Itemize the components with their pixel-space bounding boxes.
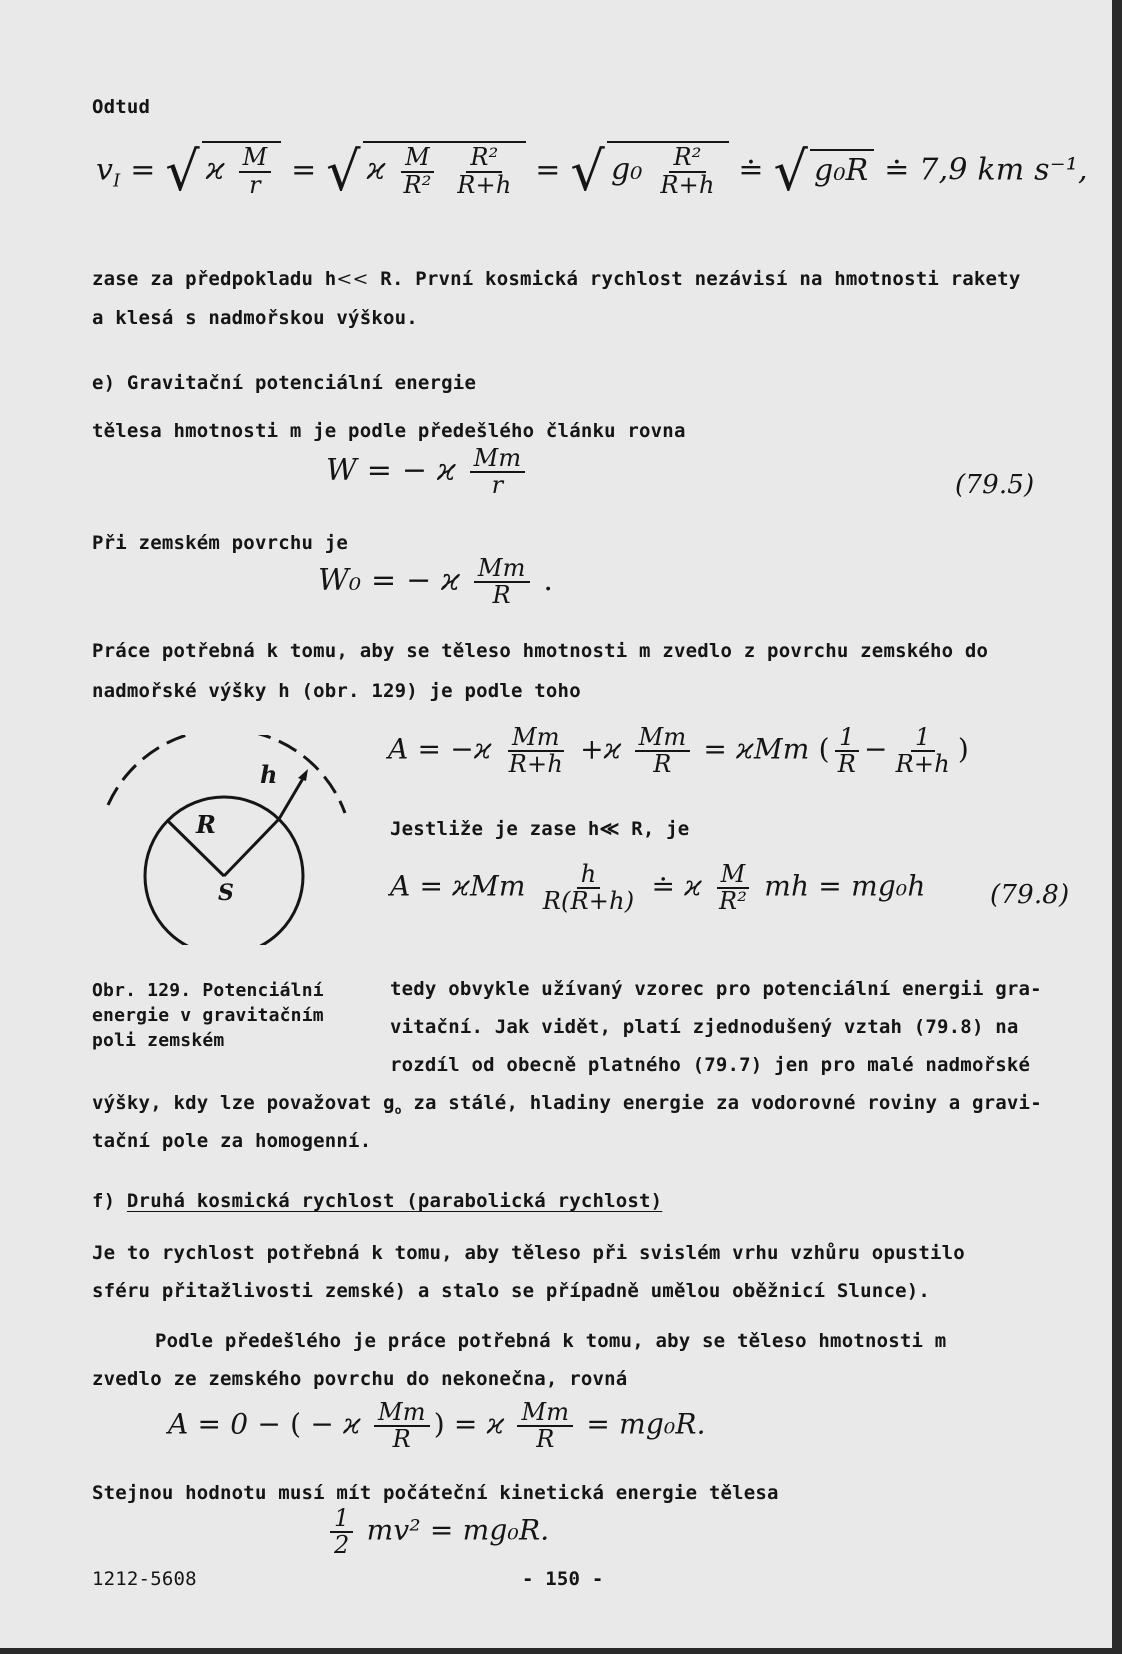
equation-79-8: A = ϰMm $\frac{h}{R(R+h)}$ ≐ ϰ $\frac{M}{\text{R²}}$ mh = mg₀h xyxy=(390,860,926,916)
eq-one-2: 1 xyxy=(911,725,934,752)
eq-R-4: R xyxy=(392,1425,411,1454)
eq-zero: 0 xyxy=(230,1407,249,1441)
eq-kappa-5: ϰ xyxy=(473,732,492,766)
eq-vresult: 7,9 km s⁻¹, xyxy=(919,152,1088,188)
eq-kappa-7: ϰ xyxy=(736,732,754,766)
eq-Rph: R+h xyxy=(457,170,512,199)
text-line-7: Jestliže je zase h≪ R, je xyxy=(390,818,690,840)
eq-R2: R² xyxy=(403,170,432,199)
eq-Mm: Mm xyxy=(470,446,526,473)
text-line-4: Při zemském povrchu je xyxy=(92,532,349,554)
eq-v1: v xyxy=(96,152,114,188)
height-line xyxy=(279,775,305,819)
eq-Mm-8: Mm xyxy=(517,1400,573,1427)
text-odtud: Odtud xyxy=(92,96,151,118)
eq-kappa-9: ϰ xyxy=(684,869,702,903)
eq-M-2: M xyxy=(401,145,434,172)
eq-Mm-6: Mm xyxy=(469,869,526,903)
eq-kappa-11: ϰ xyxy=(486,1407,505,1441)
eq-kappa-3: ϰ xyxy=(436,453,456,489)
eq-mg0R: mg₀R. xyxy=(619,1407,706,1441)
eq-mv2: mv² xyxy=(366,1513,421,1547)
eq-half-den: 2 xyxy=(334,1531,350,1560)
eq-R-5: R xyxy=(536,1425,555,1454)
eq-r-2: r xyxy=(491,471,504,500)
outer-dashed-arc xyxy=(108,735,345,813)
equation-number-79-5: (79.5) xyxy=(955,470,1035,500)
figure-caption: Obr. 129. Potenciální energie v gravitačním poli zemském xyxy=(92,980,324,1051)
equation-first-cosmic-velocity: $v_I$ = √ ϰ $\frac{M}{r}$ = √ ϰ $\frac{M}{\text{R²}}$ $\frac{\text{R²}}{R+h}$ = √ g₀ $\frac{\text{R²}}{R+h}$ ≐ √ g₀R ≐ 7,9 km s⁻¹, xyxy=(96,140,1088,203)
eq-kappa-4: ϰ xyxy=(441,563,461,599)
eq-mg0R-2: mg₀R. xyxy=(462,1513,550,1547)
section-f-prefix: f) xyxy=(92,1190,127,1212)
figure-129 xyxy=(100,735,360,945)
sqrt-icon: √ xyxy=(165,140,200,203)
eq-mh: mh xyxy=(764,869,810,903)
text-line-6: nadmořské výšky h (obr. 129) je podle toho xyxy=(92,680,581,702)
text-f-2: sféru přitažlivosti zemské) a stalo se případně umělou oběžnicí Slunce). xyxy=(92,1280,931,1302)
section-f-heading xyxy=(92,1190,662,1212)
figure-label-R: R xyxy=(196,810,217,839)
text-line-1b: R. První kosmická rychlost nezávisí na hmotnosti rakety xyxy=(368,268,1021,290)
eq-A-3: A xyxy=(168,1407,189,1441)
eq-v1-sub: I xyxy=(113,170,121,192)
text-line-1a: zase za předpokladu h xyxy=(92,268,337,290)
equation-number-79-8: (79.8) xyxy=(990,880,1070,910)
eq-M-3: M xyxy=(717,862,750,889)
eq-kappa-10: ϰ xyxy=(343,1407,361,1441)
eq-W: W xyxy=(326,453,358,489)
eq-kappa-6: ϰ xyxy=(603,732,622,766)
eq-Mm-4: Mm xyxy=(635,725,691,752)
arrow-head-icon xyxy=(298,769,308,781)
eq-Rph-3: R+h xyxy=(508,750,563,779)
eq-R-3: R xyxy=(837,750,856,779)
sqrt-icon: √ xyxy=(326,140,361,203)
eq-Mm-7: Mm xyxy=(374,1400,430,1427)
text-para-1: tedy obvykle užívaný vzorec pro potenciální energii gra- xyxy=(390,978,1042,1000)
text-para-3: rozdíl od obecně platného (79.7) jen pro malé nadmořské xyxy=(390,1054,1031,1076)
eq-kappa: ϰ xyxy=(205,152,225,188)
text-line-3: tělesa hmotnosti m je podle předešlého článku rovna xyxy=(92,420,686,442)
eq-R-2: R xyxy=(653,750,672,779)
sqrt-icon: √ xyxy=(570,140,605,203)
section-e-heading: e) Gravitační potenciální energie xyxy=(92,372,477,394)
text-f-4: zvedlo ze zemského povrchu do nekonečna, rovná xyxy=(92,1368,628,1390)
sqrt-icon: √ xyxy=(773,140,809,203)
text-much-less: << xyxy=(336,268,369,290)
text-para-4-sub: o xyxy=(394,1102,402,1117)
eq-A-2: A xyxy=(390,869,411,903)
equation-w0: W₀ = − ϰ $\frac{Mm}{R}$ . xyxy=(318,554,554,610)
eq-W0: W₀ xyxy=(318,563,362,599)
text-f-5: Stejnou hodnotu musí mít počáteční kinetická energie tělesa xyxy=(92,1482,779,1504)
eq-kappa-2: ϰ xyxy=(366,152,386,188)
eq-M: M xyxy=(239,145,272,172)
radius-line-2 xyxy=(224,819,279,876)
eq-Rph-4: R+h xyxy=(895,750,950,779)
eq-Mm-5: Mm xyxy=(753,732,810,766)
footer-code: 1212-5608 xyxy=(92,1568,197,1590)
eq-Rph-2: R+h xyxy=(660,170,715,199)
eq-mg0h: mg₀h xyxy=(851,869,926,903)
figure-label-S: S xyxy=(218,880,235,906)
eq-g0R: g₀R xyxy=(814,152,869,188)
equation-work: A = −ϰ $\frac{Mm}{R+h}$ +ϰ $\frac{Mm}{R}$ = ϰMm ( $\frac{1}{R}$ − $\frac{1}{R+h}$ ) xyxy=(388,723,970,779)
eq-RRh: R(R+h) xyxy=(542,887,635,916)
text-para-4b: za stálé, hladiny energie za vodorovné roviny a gravi- xyxy=(401,1092,1042,1114)
eq-A: A xyxy=(388,732,409,766)
eq-R: R xyxy=(492,581,511,610)
text-f-3: Podle předešlého je práce potřebná k tomu, aby se těleso hmotnosti m xyxy=(155,1330,947,1352)
text-para-5: tační pole za homogenní. xyxy=(92,1130,372,1152)
eq-g0: g₀ xyxy=(610,152,643,188)
equation-escape-work: A = 0 − ( − ϰ $\frac{Mm}{R}$ ) = ϰ $\frac{Mm}{R}$ = mg₀R. xyxy=(168,1398,706,1454)
section-f-title: Druhá kosmická rychlost (parabolická rychlost) xyxy=(126,1190,663,1212)
figure-label-h: h xyxy=(260,760,278,789)
eq-h: h xyxy=(577,862,601,889)
text-para-4a: výšky, kdy lze považovat g xyxy=(92,1092,395,1114)
equation-kinetic: $\frac{1}{2}$ mv² = mg₀R. xyxy=(326,1506,549,1558)
eq-r: r xyxy=(249,170,261,199)
text-line-5: Práce potřebná k tomu, aby se těleso hmotnosti m zvedlo z povrchu zemského do xyxy=(92,640,989,662)
eq-R2-num-2: R² xyxy=(669,145,705,172)
text-para-4 xyxy=(92,1092,1042,1117)
eq-R2-2: R² xyxy=(719,887,748,916)
equation-79-5: W = − ϰ $\frac{Mm}{r}$ xyxy=(326,446,529,498)
eq-R2-num: R² xyxy=(466,145,502,172)
text-line-1 xyxy=(92,268,1020,290)
page-number: - 150 - xyxy=(522,1568,604,1590)
eq-kappa-8: ϰ xyxy=(452,869,470,903)
eq-one: 1 xyxy=(835,725,858,752)
earth-circle xyxy=(145,797,303,945)
text-para-2: vitační. Jak vidět, platí zjednodušený vztah (79.8) na xyxy=(390,1016,1019,1038)
eq-Mm-2: Mm xyxy=(474,556,530,583)
eq-Mm-3: Mm xyxy=(508,725,564,752)
text-f-1: Je to rychlost potřebná k tomu, aby těleso při svislém vrhu vzhůru opustilo xyxy=(92,1242,965,1264)
text-line-2: a klesá s nadmořskou výškou. xyxy=(92,307,418,329)
eq-half-num: 1 xyxy=(330,1506,353,1533)
